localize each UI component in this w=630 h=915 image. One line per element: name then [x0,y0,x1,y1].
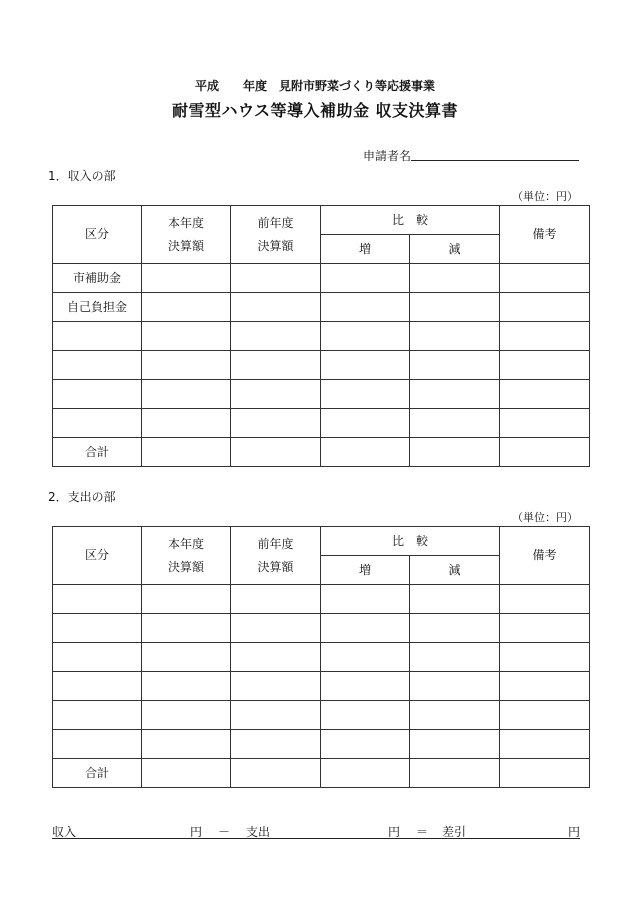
table-cell[interactable] [231,672,321,701]
table-cell[interactable] [231,380,321,409]
table-row [53,701,590,730]
table-cell[interactable] [142,643,231,672]
table-cell[interactable] [142,585,231,614]
income-unit-label: （単位：円） [512,190,578,203]
table-cell[interactable] [142,380,231,409]
income-header-decrease: 減 [410,235,500,264]
table-cell[interactable] [500,409,590,438]
table-cell[interactable] [321,293,410,322]
table-cell[interactable] [142,730,231,759]
table-cell[interactable] [321,585,410,614]
income-row-label: 自己負担金 [53,293,142,322]
table-row [53,730,590,759]
table-cell[interactable] [231,701,321,730]
table-cell[interactable] [321,380,410,409]
expense-header-current-line2: 決算額 [167,559,204,574]
summary-balance-label: 差引 [442,825,467,839]
table-cell[interactable] [321,730,410,759]
table-cell[interactable] [142,438,231,467]
table-row [53,409,590,438]
income-total-row [53,438,590,467]
table-cell[interactable] [410,759,500,788]
summary-yen-3: 円 [568,825,581,839]
summary-equals: ＝ [416,825,429,839]
summary-minus: － [218,825,231,839]
table-cell[interactable] [321,643,410,672]
expense-row-label[interactable] [53,643,142,672]
income-row-label[interactable] [53,409,142,438]
expense-total-row [53,759,590,788]
summary-yen-2: 円 [388,825,401,839]
expense-unit-label: （単位：円） [512,511,578,524]
table-cell[interactable] [231,585,321,614]
income-header-previous-line2: 決算額 [257,238,294,253]
expense-row-label[interactable] [53,585,142,614]
table-cell[interactable] [231,264,321,293]
table-cell[interactable] [410,643,500,672]
table-row [53,293,590,322]
expense-header-previous-line1: 前年度 [257,536,294,551]
table-cell[interactable] [231,351,321,380]
income-header-category: 区分 [53,206,142,264]
applicant-name-field[interactable] [411,160,579,161]
table-cell[interactable] [231,409,321,438]
expense-header-decrease: 減 [410,556,500,585]
expense-header-previous [231,527,321,585]
table-cell[interactable] [410,701,500,730]
table-cell[interactable] [142,293,231,322]
table-cell[interactable] [410,351,500,380]
table-cell[interactable] [231,614,321,643]
table-cell[interactable] [231,759,321,788]
table-cell[interactable] [231,322,321,351]
income-total-label: 合計 [53,438,142,467]
income-row-label[interactable] [53,380,142,409]
form-subtitle: 平成 年度 見附市野菜づくり等応援事業 [194,79,435,93]
expense-table [52,526,590,788]
summary-yen-1: 円 [190,825,203,839]
table-cell[interactable] [410,380,500,409]
expense-total-label: 合計 [53,759,142,788]
expense-header-current-line1: 本年度 [167,536,204,551]
table-cell[interactable] [231,438,321,467]
expense-header-category: 区分 [53,527,142,585]
table-cell[interactable] [231,730,321,759]
table-cell[interactable] [142,672,231,701]
expense-row-label[interactable] [53,672,142,701]
table-cell[interactable] [410,438,500,467]
expense-row-label[interactable] [53,730,142,759]
income-header-previous-line1: 前年度 [257,215,294,230]
table-cell[interactable] [410,322,500,351]
table-cell[interactable] [410,730,500,759]
expense-header-increase: 増 [321,556,410,585]
table-cell[interactable] [500,672,590,701]
table-cell[interactable] [410,409,500,438]
table-cell[interactable] [321,701,410,730]
table-cell[interactable] [410,293,500,322]
table-cell[interactable] [410,264,500,293]
table-cell[interactable] [500,643,590,672]
expense-section-label: 2．支出の部 [48,490,116,504]
table-cell[interactable] [142,264,231,293]
income-header-current [142,206,231,264]
table-cell[interactable] [231,643,321,672]
table-cell[interactable] [500,614,590,643]
table-cell[interactable] [410,614,500,643]
income-header-increase: 増 [321,235,410,264]
table-cell[interactable] [410,672,500,701]
table-cell[interactable] [500,438,590,467]
income-header-current-line2: 決算額 [167,238,204,253]
table-cell[interactable] [321,759,410,788]
balance-summary [52,823,580,839]
table-cell[interactable] [500,322,590,351]
summary-expense-label: 支出 [246,825,271,839]
table-row [53,672,590,701]
table-cell[interactable] [321,438,410,467]
table-row [53,585,590,614]
table-cell[interactable] [321,351,410,380]
table-cell[interactable] [142,322,231,351]
summary-income-label: 収入 [52,825,77,839]
income-header-comparison: 比 較 [321,206,500,235]
table-row [53,351,590,380]
table-cell[interactable] [500,293,590,322]
table-cell[interactable] [321,409,410,438]
expense-header-remarks: 備考 [500,527,590,585]
expense-row-label[interactable] [53,614,142,643]
table-cell[interactable] [321,264,410,293]
table-cell[interactable] [142,614,231,643]
expense-header-previous-line2: 決算額 [257,559,294,574]
table-cell[interactable] [142,701,231,730]
income-row-label: 市補助金 [53,264,142,293]
form-title: 耐雪型ハウス等導入補助金 収支決算書 [171,101,459,120]
table-cell[interactable] [500,585,590,614]
table-cell[interactable] [142,351,231,380]
expense-row-label[interactable] [53,701,142,730]
table-cell[interactable] [321,322,410,351]
income-table [52,205,590,467]
applicant-name-label: 申請者名 [363,149,412,163]
table-cell[interactable] [500,264,590,293]
table-row [53,614,590,643]
table-row [53,322,590,351]
table-row [53,643,590,672]
table-cell[interactable] [231,293,321,322]
table-row [53,380,590,409]
income-section-label: 1．収入の部 [48,169,116,183]
income-header-current-line1: 本年度 [167,215,204,230]
table-cell[interactable] [500,351,590,380]
income-header-remarks: 備考 [500,206,590,264]
income-row-label[interactable] [53,322,142,351]
summary-underline [52,838,580,839]
table-cell[interactable] [142,409,231,438]
table-cell[interactable] [321,672,410,701]
table-row [53,264,590,293]
income-header-previous [231,206,321,264]
expense-header-comparison: 比 較 [321,527,500,556]
income-row-label[interactable] [53,351,142,380]
table-cell[interactable] [142,759,231,788]
table-cell[interactable] [500,701,590,730]
table-cell[interactable] [500,730,590,759]
table-cell[interactable] [410,585,500,614]
table-cell[interactable] [500,380,590,409]
table-cell[interactable] [321,614,410,643]
table-cell[interactable] [500,759,590,788]
expense-header-current [142,527,231,585]
